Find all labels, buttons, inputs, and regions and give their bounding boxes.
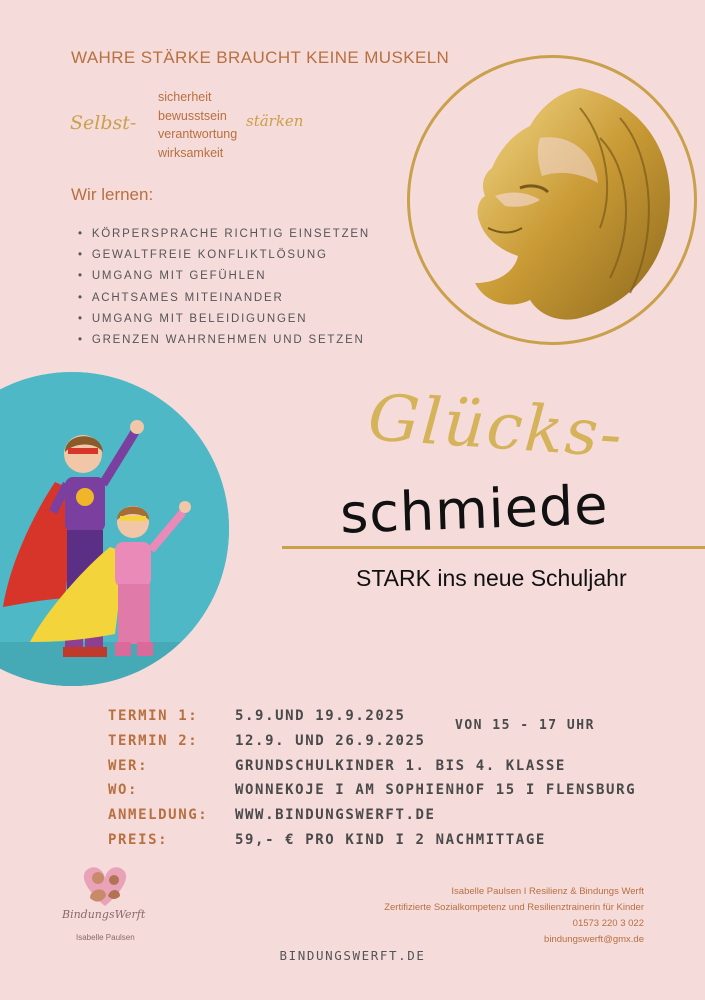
selbst-word: sicherheit xyxy=(158,90,212,104)
details-value: 5.9.UND 19.9.2025 xyxy=(235,708,406,725)
details-value: 59,- € PRO KIND I 2 NACHMITTAGE xyxy=(235,831,546,848)
selbst-word: bewusstsein xyxy=(158,108,227,123)
contact-phone[interactable]: 01573 220 3 022 xyxy=(572,918,644,929)
learning-item: • ACHTSAMES MITEINANDER xyxy=(78,290,370,311)
details-row xyxy=(108,803,636,828)
footer-url[interactable]: BINDUNGSWERFT.DE xyxy=(279,948,426,963)
details-row xyxy=(108,778,636,803)
details-value: 12.9. UND 26.9.2025 xyxy=(235,733,426,750)
contact-email[interactable]: bindungswerft@gmx.de xyxy=(544,934,644,945)
tagline: STARK ins neue Schuljahr xyxy=(356,565,627,591)
selbst-prefix: Selbst- xyxy=(70,112,137,134)
details-value: GRUNDSCHULKINDER 1. BIS 4. KLASSE xyxy=(235,757,566,774)
title-script-word: Glücks- xyxy=(365,381,627,473)
learning-item: • UMGANG MIT BELEIDIGUNGEN xyxy=(78,311,370,332)
learning-item: • GRENZEN WAHRNEHMEN UND SETZEN xyxy=(78,332,370,353)
time-range: VON 15 - 17 UHR xyxy=(455,718,595,733)
logo-name: BindungsWerft xyxy=(62,908,146,921)
details-label: WER: xyxy=(108,757,149,774)
learning-title: Wir lernen: xyxy=(71,185,154,204)
title-divider xyxy=(282,546,705,549)
learning-item: • UMGANG MIT GEFÜHLEN xyxy=(78,268,370,289)
contact-qualification: Zertifizierte Sozialkompetenz und Resilienztrainerin für Kinder xyxy=(384,902,644,913)
lion-head-icon xyxy=(430,78,680,328)
details-value: WONNEKOJE I AM SOPHIENHOF 15 I FLENSBURG xyxy=(235,782,637,799)
staerken-suffix: stärken xyxy=(246,112,304,130)
selbst-word: verantwortung xyxy=(158,127,238,141)
headline: WAHRE STÄRKE BRAUCHT KEINE MUSKELN xyxy=(71,48,450,67)
learning-item: • GEWALTFREIE KONFLIKTLÖSUNG xyxy=(78,247,370,268)
selbst-word: wirksamkeit xyxy=(158,145,224,160)
registration-link[interactable]: WWW.BINDUNGSWERFT.DE xyxy=(235,807,436,824)
learning-list xyxy=(78,226,370,353)
superhero-kids-photo xyxy=(0,372,229,686)
contact-name: Isabelle Paulsen I Resilienz & Bindungs Werft xyxy=(451,886,644,897)
details-label: ANMELDUNG: xyxy=(108,807,209,824)
details-row xyxy=(108,753,636,778)
contact-block xyxy=(384,884,644,948)
details-row xyxy=(108,827,636,852)
selbst-words xyxy=(158,88,237,162)
details-label: TERMIN 1: xyxy=(108,708,199,725)
title-main-word: schmiede xyxy=(338,473,610,546)
details-label: PREIS: xyxy=(108,831,169,848)
details-label: WO: xyxy=(108,782,139,799)
details-label: TERMIN 2: xyxy=(108,733,199,750)
learning-item: • KÖRPERSPRACHE RICHTIG EINSETZEN xyxy=(78,226,370,247)
logo-subtitle: Isabelle Paulsen xyxy=(76,933,135,942)
